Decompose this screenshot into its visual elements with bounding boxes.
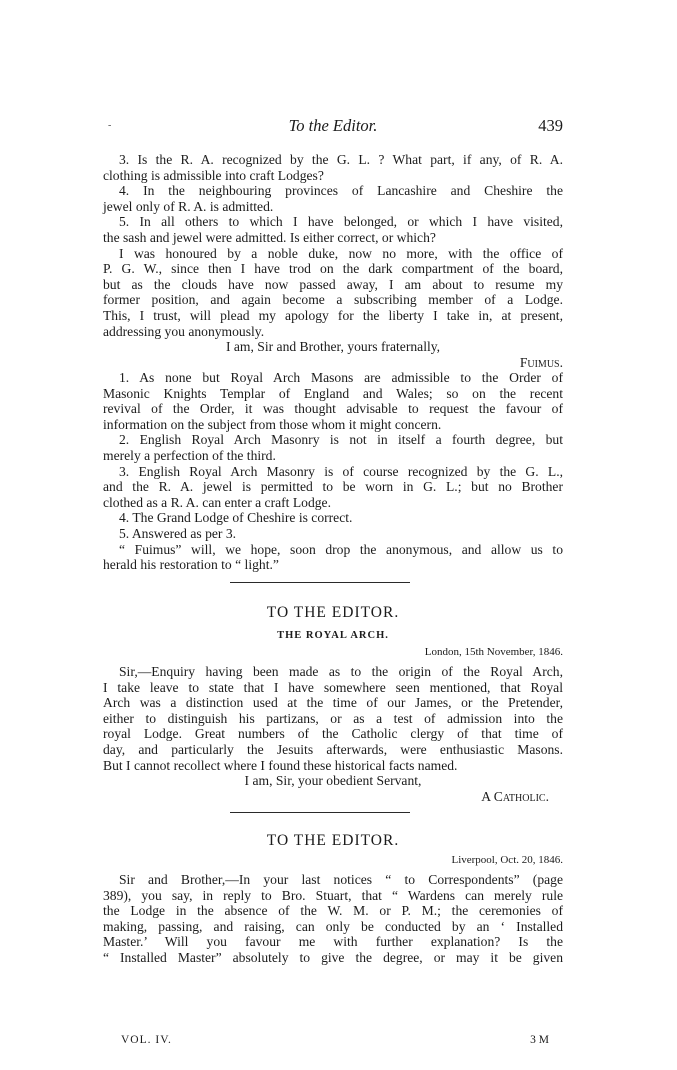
text-line: 2. English Royal Arch Masonry is not in itself a fourth degree, but [119,432,563,448]
signature: A Catholic. [481,788,549,804]
text-line: 4. In the neighbouring provinces of Lancashire and Cheshire the [119,183,563,199]
text-line: royal Lodge. Great numbers of the Catholic clergy of that time of [103,726,563,742]
text-line: making, passing, and raising, can only be conducted by an ‘ Installed [103,918,563,934]
text-line: 389), you say, in reply to Bro. Stuart, that “ Wardens can merely rule [103,887,563,903]
letter-fuimus [103,152,563,370]
text-line: “ Installed Master” absolutely to give the degree, or may it be given [103,949,563,965]
text-line: “ Fuimus” will, we hope, soon drop the anonymous, and allow us to [119,541,563,557]
margin-mark: - [108,120,112,131]
closing-line: I am, Sir and Brother, yours fraternally, [225,339,441,355]
text-line: 5. In all others to which I have belonged, or which I have visited, [119,214,563,230]
section-heading: TO THE EDITOR. [266,832,400,849]
page-number: 439 [538,116,563,135]
closing-line: I am, Sir, your obedient Servant, [244,773,422,789]
signature-mark: 3 M [530,1034,549,1046]
text-line: P. G. W., since then I have trod on the dark compartment of the board, [103,261,563,277]
text-line: Master.’ Will you favour me with further explanation? Is the [103,934,563,950]
letter-subject: THE ROYAL ARCH. [277,630,389,641]
text-line: the sash and jewel were admitted. Is either correct, or which? [103,229,436,245]
letter-catholic [103,664,563,804]
text-line: Arch was a distinction used at the time of our James, or the Pretender, [103,695,563,711]
text-line: and the R. A. jewel is permitted to be worn in G. L.; but no Brother [103,479,563,495]
text-line: Masonic Knights Templar of England and Wales; so on the recent [103,385,563,401]
text-line: day, and particularly the Jesuits afterwards, were enthusiastic Masons. [103,741,563,757]
text-line: Sir and Brother,—In your last notices “ to Correspondents” (page [119,872,563,887]
text-line: clothing is admissible into craft Lodges? [103,167,324,183]
text-line: either to distinguish his partizans, or as a test of admission into the [103,710,563,726]
section-divider [230,582,410,583]
section-heading: TO THE EDITOR. [266,604,400,621]
dateline: London, 15th November, 1846. [424,646,563,658]
running-title: To the Editor. [288,116,378,135]
text-line: 1. As none but Royal Arch Masons are admissible to the Order of [119,370,563,385]
text-line: herald his restoration to “ light.” [103,557,279,573]
text-line: I take leave to state that I have somewhere seen mentioned, that Royal [103,679,563,695]
text-line: Sir,—Enquiry having been made as to the origin of the Royal Arch, [119,664,563,679]
text-line: but as the clouds have now passed away, I am about to resume my [103,276,563,292]
text-line: the Lodge in the absence of the W. M. or P. M.; the ceremonies of [103,903,563,919]
text-line: But I cannot recollect where I found these historical facts named. [103,757,458,773]
section-divider [230,812,410,813]
text-line: merely a perfection of the third. [103,447,276,463]
editor-reply [103,370,563,573]
text-line: former position, and again become a subscribing member of a Lodge. [103,292,563,308]
signature: Fuimus. [519,354,563,370]
text-line: 3. Is the R. A. recognized by the G. L. ? What part, if any, of R. A. [119,152,563,167]
text-line: jewel only of R. A. is admitted. [103,198,274,214]
text-line: 5. Answered as per 3. [119,525,237,541]
running-header [103,116,563,138]
text-line: This, I trust, will plead my apology for the liberty I take in, at present, [103,307,563,323]
text-line: I was honoured by a noble duke, now no more, with the office of [119,245,563,261]
letter-liverpool [103,872,563,966]
text-line: 3. English Royal Arch Masonry is of course recognized by the G. L., [119,463,563,479]
volume-label: VOL. IV. [121,1034,172,1046]
text-line: revival of the Order, it was thought advisable to request the favour of [103,401,563,417]
text-line: addressing you anonymously. [103,323,265,339]
text-line: 4. The Grand Lodge of Cheshire is correct. [119,510,353,526]
dateline: Liverpool, Oct. 20, 1846. [451,854,563,866]
text-line: clothed as a R. A. can enter a craft Lodge. [103,494,331,510]
text-line: information on the subject from those whom it might concern. [103,416,442,432]
